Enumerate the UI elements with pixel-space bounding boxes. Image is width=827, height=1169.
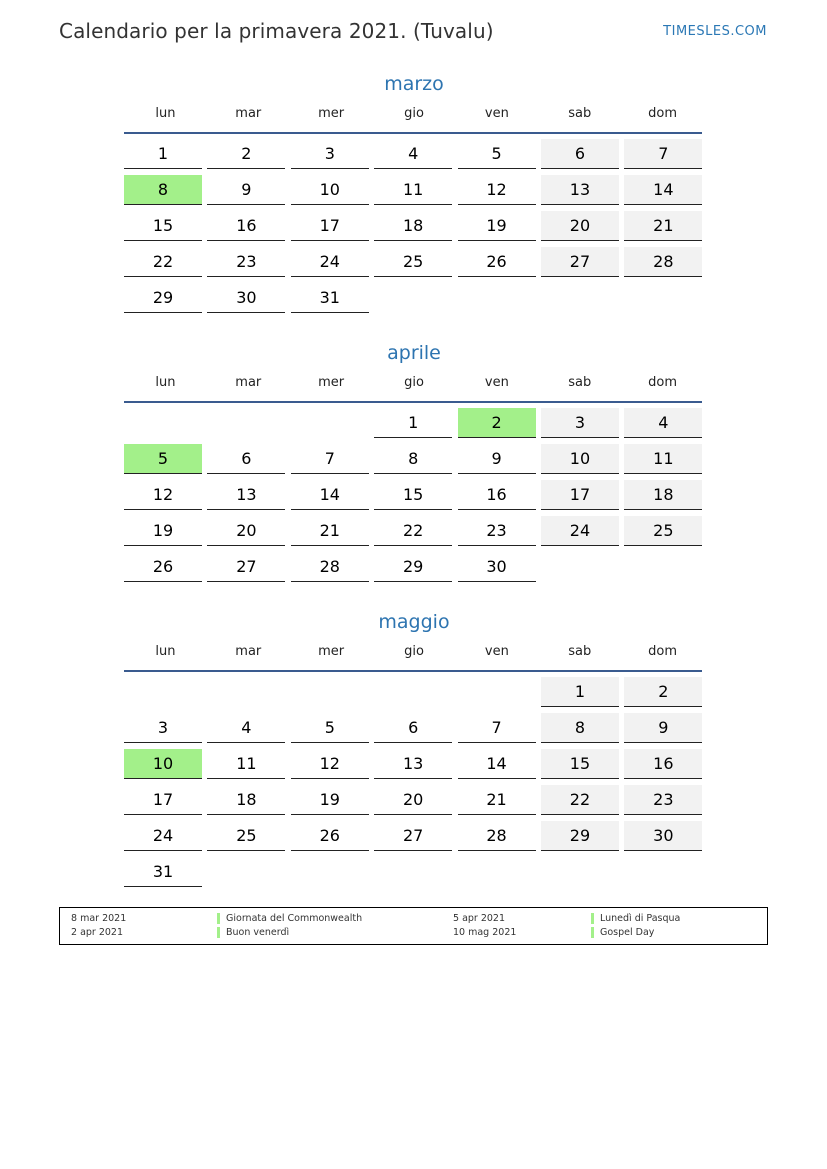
day-cell: 21 — [458, 785, 536, 815]
empty-cell — [124, 408, 202, 438]
weekday-label: gio — [404, 644, 424, 659]
day-cell: 6 — [374, 713, 452, 743]
day-cell: 17 — [124, 785, 202, 815]
legend-date: 8 mar 2021 — [71, 913, 127, 924]
day-cell: 4 — [207, 713, 285, 743]
day-cell: 9 — [458, 444, 536, 474]
day-cell: 2 — [624, 677, 702, 707]
day-cell: 27 — [541, 247, 619, 277]
day-cell: 6 — [207, 444, 285, 474]
holiday-day-cell: 2 — [458, 408, 536, 438]
weekday-header — [124, 373, 704, 401]
brand-link[interactable]: TIMESLES.COM — [663, 24, 767, 39]
day-cell: 9 — [624, 713, 702, 743]
weekday-label: ven — [484, 375, 509, 390]
day-cell: 20 — [541, 211, 619, 241]
day-cell: 27 — [374, 821, 452, 851]
day-cell: 22 — [124, 247, 202, 277]
day-cell: 18 — [374, 211, 452, 241]
day-cell: 14 — [624, 175, 702, 205]
holiday-legend — [59, 907, 768, 945]
day-cell: 4 — [624, 408, 702, 438]
empty-cell — [291, 677, 369, 707]
day-cell: 19 — [458, 211, 536, 241]
day-cell: 8 — [541, 713, 619, 743]
day-cell: 28 — [624, 247, 702, 277]
day-cell: 29 — [374, 552, 452, 582]
weekday-label: lun — [155, 375, 176, 390]
weekday-label: ven — [484, 106, 509, 121]
day-cell: 13 — [207, 480, 285, 510]
empty-cell — [374, 677, 452, 707]
empty-cell — [207, 408, 285, 438]
day-cell: 14 — [458, 749, 536, 779]
day-cell: 12 — [291, 749, 369, 779]
day-cell: 16 — [458, 480, 536, 510]
day-cell: 25 — [207, 821, 285, 851]
empty-cell — [124, 677, 202, 707]
month-divider — [124, 132, 702, 134]
weekday-label: sab — [568, 106, 592, 121]
day-cell: 25 — [374, 247, 452, 277]
day-cell: 24 — [541, 516, 619, 546]
day-cell: 7 — [624, 139, 702, 169]
legend-holiday-name: Buon venerdì — [217, 927, 289, 938]
day-cell: 20 — [207, 516, 285, 546]
weekday-label: lun — [155, 644, 176, 659]
day-cell: 31 — [291, 283, 369, 313]
day-cell: 23 — [458, 516, 536, 546]
empty-cell — [291, 408, 369, 438]
day-cell: 28 — [291, 552, 369, 582]
day-cell: 17 — [541, 480, 619, 510]
day-cell: 7 — [458, 713, 536, 743]
weekday-label: sab — [568, 375, 592, 390]
legend-date: 2 apr 2021 — [71, 927, 124, 938]
holiday-day-cell: 8 — [124, 175, 202, 205]
day-cell: 15 — [124, 211, 202, 241]
day-cell: 3 — [541, 408, 619, 438]
day-cell: 17 — [291, 211, 369, 241]
day-cell: 6 — [541, 139, 619, 169]
day-cell: 10 — [291, 175, 369, 205]
day-cell: 21 — [291, 516, 369, 546]
day-cell: 10 — [541, 444, 619, 474]
legend-date: 10 mag 2021 — [453, 927, 517, 938]
day-cell: 18 — [624, 480, 702, 510]
weekday-label: lun — [155, 106, 176, 121]
month-title: marzo — [384, 73, 444, 95]
day-cell: 21 — [624, 211, 702, 241]
day-cell: 24 — [124, 821, 202, 851]
day-cell: 28 — [458, 821, 536, 851]
weekday-label: mar — [235, 375, 262, 390]
day-cell: 11 — [624, 444, 702, 474]
weekday-label: gio — [404, 106, 424, 121]
weekday-label: dom — [648, 375, 678, 390]
day-grid — [124, 408, 709, 588]
weekday-label: mer — [318, 375, 345, 390]
empty-cell — [207, 677, 285, 707]
day-cell: 23 — [207, 247, 285, 277]
weekday-label: gio — [404, 375, 424, 390]
day-cell: 11 — [207, 749, 285, 779]
day-cell: 15 — [541, 749, 619, 779]
day-cell: 12 — [458, 175, 536, 205]
day-cell: 23 — [624, 785, 702, 815]
day-cell: 20 — [374, 785, 452, 815]
day-cell: 18 — [207, 785, 285, 815]
day-cell: 19 — [124, 516, 202, 546]
day-grid — [124, 677, 709, 893]
day-cell: 1 — [124, 139, 202, 169]
day-cell: 13 — [374, 749, 452, 779]
month-maggio — [124, 608, 704, 893]
legend-holiday-name: Lunedì di Pasqua — [591, 913, 680, 924]
legend-holiday-name: Giornata del Commonwealth — [217, 913, 362, 924]
weekday-label: dom — [648, 106, 678, 121]
weekday-header — [124, 642, 704, 670]
day-cell: 2 — [207, 139, 285, 169]
day-grid — [124, 139, 709, 319]
day-cell: 30 — [207, 283, 285, 313]
day-cell: 12 — [124, 480, 202, 510]
day-cell: 9 — [207, 175, 285, 205]
day-cell: 31 — [124, 857, 202, 887]
day-cell: 1 — [541, 677, 619, 707]
weekday-label: mer — [318, 644, 345, 659]
day-cell: 7 — [291, 444, 369, 474]
month-title: aprile — [387, 342, 441, 364]
holiday-day-cell: 5 — [124, 444, 202, 474]
weekday-label: ven — [484, 644, 509, 659]
day-cell: 29 — [124, 283, 202, 313]
day-cell: 26 — [291, 821, 369, 851]
day-cell: 5 — [291, 713, 369, 743]
day-cell: 16 — [207, 211, 285, 241]
day-cell: 29 — [541, 821, 619, 851]
month-aprile — [124, 339, 704, 588]
day-cell: 30 — [624, 821, 702, 851]
month-marzo — [124, 70, 704, 319]
page-title: Calendario per la primavera 2021. (Tuvalu) — [59, 19, 494, 43]
weekday-label: mer — [318, 106, 345, 121]
legend-date: 5 apr 2021 — [453, 913, 506, 924]
day-cell: 24 — [291, 247, 369, 277]
day-cell: 15 — [374, 480, 452, 510]
day-cell: 14 — [291, 480, 369, 510]
legend-holiday-name: Gospel Day — [591, 927, 654, 938]
day-cell: 8 — [374, 444, 452, 474]
day-cell: 3 — [124, 713, 202, 743]
day-cell: 16 — [624, 749, 702, 779]
day-cell: 5 — [458, 139, 536, 169]
day-cell: 3 — [291, 139, 369, 169]
weekday-label: mar — [235, 106, 262, 121]
day-cell: 19 — [291, 785, 369, 815]
holiday-day-cell: 10 — [124, 749, 202, 779]
day-cell: 27 — [207, 552, 285, 582]
day-cell: 26 — [124, 552, 202, 582]
weekday-label: sab — [568, 644, 592, 659]
month-divider — [124, 670, 702, 672]
day-cell: 1 — [374, 408, 452, 438]
month-divider — [124, 401, 702, 403]
day-cell: 30 — [458, 552, 536, 582]
day-cell: 4 — [374, 139, 452, 169]
day-cell: 22 — [374, 516, 452, 546]
day-cell: 26 — [458, 247, 536, 277]
empty-cell — [458, 677, 536, 707]
day-cell: 25 — [624, 516, 702, 546]
day-cell: 22 — [541, 785, 619, 815]
weekday-label: mar — [235, 644, 262, 659]
day-cell: 11 — [374, 175, 452, 205]
weekday-header — [124, 104, 704, 132]
day-cell: 13 — [541, 175, 619, 205]
weekday-label: dom — [648, 644, 678, 659]
month-title: maggio — [378, 611, 450, 633]
